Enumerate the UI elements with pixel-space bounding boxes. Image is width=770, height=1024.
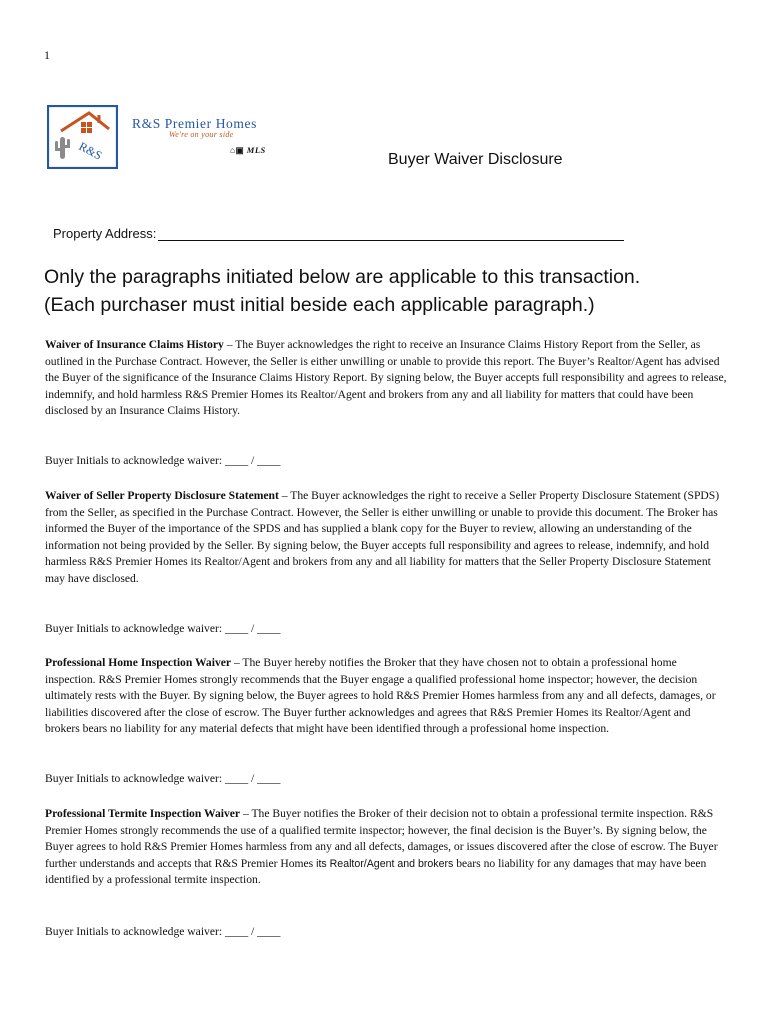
svg-text:R&S: R&S: [76, 139, 105, 163]
brand-tagline: We're on your side: [169, 130, 234, 139]
section-body-sans: its Realtor/Agent and brokers: [316, 857, 454, 870]
property-address-label: Property Address:: [53, 226, 157, 241]
property-address-field[interactable]: [158, 227, 624, 241]
equal-housing-icon: ⌂▣: [230, 145, 247, 155]
initials-line[interactable]: Buyer Initials to acknowledge waiver: ____ / ____: [45, 772, 281, 785]
initials-line[interactable]: Buyer Initials to acknowledge waiver: ____ / ____: [45, 925, 281, 938]
section-body: – The Buyer hereby notifies the Broker that they have chosen not to obtain a professional home inspection. R&S Premier Homes strongly recommends that the Buyer engage a qualified professional home inspector; however, the decision ultimately rests with the Buyer. By signing below, the Buyer agrees to hold R&S Premier Homes harmless from any and all defects, damages, or liabilities discovered after the close of escrow. The Buyer further acknowledges and agrees that R&S Premier Homes its Realtor/Agent and brokers bears no liability for any material defects that might have been identified through a professional home inspection.: [45, 656, 716, 736]
initials-line[interactable]: Buyer Initials to acknowledge waiver: ____ / ____: [45, 454, 281, 467]
company-logo: [47, 105, 118, 169]
brand-name: R&S Premier Homes: [132, 116, 257, 131]
waiver-section-insurance-claims: [45, 337, 728, 420]
document-title: Buyer Waiver Disclosure: [388, 151, 563, 168]
section-heading: Professional Home Inspection Waiver: [45, 656, 232, 669]
section-body-end: bears no liability for any damages that may have been identified by a professional termite inspection.: [45, 856, 707, 887]
initials-line[interactable]: Buyer Initials to acknowledge waiver: ____ / ____: [45, 622, 281, 635]
instructions-heading: [44, 263, 640, 319]
section-body: – The Buyer notifies the Broker of their decision not to obtain a professional termite inspection. R&S Premier Homes strongly recommends the use of a qualified termite inspector; however, the final decision is the Buyer’s. By signing below, the Buyer agrees to hold R&S Premier Homes harmless from any and all defects, damages, or issues discovered after the close of escrow. The Buyer further understands and accepts that R&S Premier Homes: [45, 807, 718, 870]
mls-logo: ⌂▣ MLS: [230, 145, 266, 155]
section-heading: Waiver of Insurance Claims History: [45, 338, 224, 351]
instructions-line-2: (Each purchaser must initial beside each applicable paragraph.): [44, 294, 595, 316]
page-number: 1: [44, 48, 50, 62]
section-body: – The Buyer acknowledges the right to receive a Seller Property Disclosure Statement (SPDS) from the Seller, as specified in the Purchase Contract. However, the Seller is either unwilling or unable to provide this document. The Broker has informed the Buyer of the importance of the SPDS and has supplied a blank copy for the Buyer to review, allowing an understanding of the information not being provided by the Seller. By signing below, the Buyer accepts full responsibility and agrees to release, indemnify, and hold harmless R&S Premier Homes its Realtor/Agent and brokers from any and all liability for matters that the Seller Property Disclosure Statement may have disclosed.: [45, 489, 720, 585]
section-body: – The Buyer acknowledges the right to receive an Insurance Claims History Report from the Seller, as outlined in the Purchase Contract. However, the Seller is either unwilling or unable to provide this report. The Buyer’s Realtor/Agent has advised the Buyer of the significance of the Insurance Claims History Report. By signing below, the Buyer accepts full responsibility and agrees to release, indemnify, and hold harmless R&S Premier Homes its Realtor/Agent and brokers from any and all liability for matters that could have been disclosed by an Insurance Claims History.: [45, 338, 727, 418]
instructions-line-1: Only the paragraphs initiated below are applicable to this transaction.: [44, 266, 641, 288]
property-address-row: [53, 226, 624, 241]
waiver-section-home-inspection: [45, 655, 728, 738]
waiver-section-termite-inspection: [45, 806, 728, 889]
section-heading: Waiver of Seller Property Disclosure Statement: [45, 489, 279, 502]
waiver-section-spds: [45, 488, 728, 588]
section-heading: Professional Termite Inspection Waiver: [45, 807, 241, 820]
